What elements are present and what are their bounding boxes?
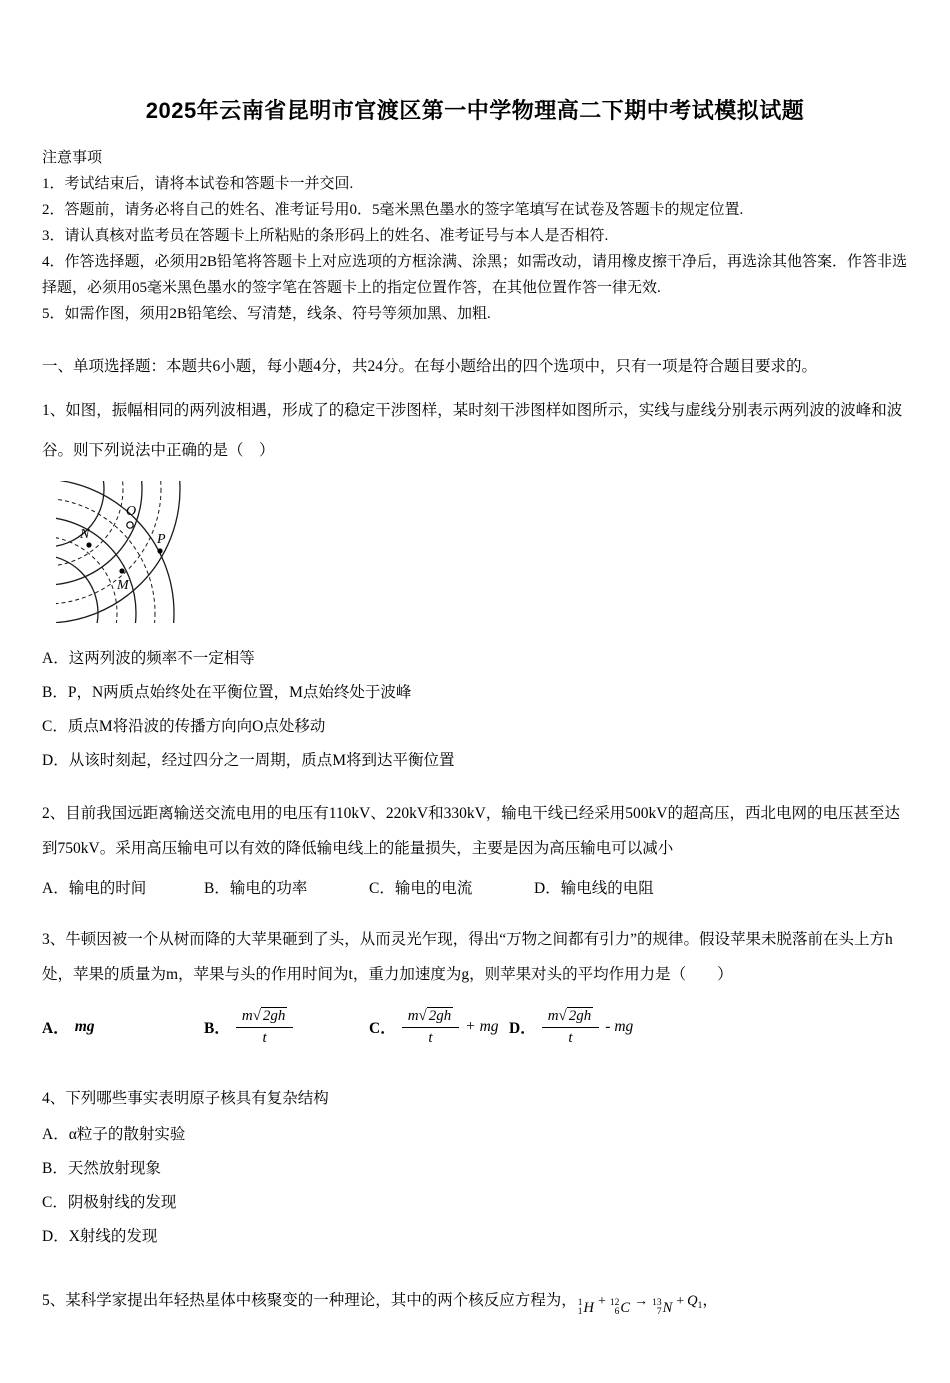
q3-options: [42, 1000, 908, 1054]
q1-options: [42, 642, 908, 778]
q-symbol: Q: [687, 1293, 698, 1309]
plus-operator: +: [598, 1294, 606, 1309]
q3-option-b-formula: [236, 1007, 294, 1047]
q1-option-b: B．P，N两质点始终处在平衡位置，M点始终处于波峰: [42, 684, 412, 701]
n-atomic-number: 7: [656, 1307, 662, 1317]
point-o-marker: [127, 522, 133, 528]
h-mass-number: 1: [577, 1298, 583, 1308]
denominator-t: t: [428, 1030, 433, 1046]
h-symbol: H: [583, 1300, 594, 1316]
q1-stem: 1、如图，振幅相同的两列波相遇，形成了的稳定干涉图样，某时刻干涉图样如图所示，实线与虚线分别表示两列波的波峰和波谷。则下列说法中正确的是（ ）: [42, 402, 903, 459]
c-symbol: C: [620, 1300, 631, 1316]
notice-section: [42, 145, 908, 327]
numerator-m: m: [407, 1008, 419, 1024]
page-title: 2025年云南省昆明市官渡区第一中学物理高二下期中考试模拟试题: [145, 98, 805, 123]
section-1-heading: 一、单项选择题：本题共6小题，每小题4分，共24分。在每小题给出的四个选项中，只有一项是符合题目要求的。: [42, 358, 818, 375]
wave-interference-diagram: [56, 481, 208, 623]
notice-heading: 注意事项: [42, 150, 103, 166]
point-p-marker: [157, 548, 162, 553]
nuclide-nitrogen: [652, 1293, 672, 1323]
radicand: 2gh: [568, 1008, 592, 1024]
q5-stem-text: 5、某科学家提出年轻热星体中核聚变的一种理论，其中的两个核反应方程为，: [42, 1292, 577, 1309]
figure-label-n: N: [80, 527, 90, 542]
figure-label-p: P: [157, 532, 166, 547]
point-m-marker: [119, 568, 124, 573]
q5-nuclear-equation: [577, 1293, 703, 1317]
q3-option-a: [42, 1016, 204, 1038]
q4-stem: 4、下列哪些事实表明原子核具有复杂结构: [42, 1090, 329, 1107]
denominator-t: t: [262, 1030, 267, 1046]
q2-stem: 2、目前我国远距离输送交流电用的电压有110kV、220kV和330kV，输电干线已经采用500kV的超高压，西北电网的电压甚至达到750kV。采用高压输电可以有效的降低输电线上的能量损失，主要是因为高压输电可以减小: [42, 805, 900, 857]
q3-option-c-label: C．: [369, 1020, 396, 1037]
numerator-m: m: [241, 1008, 253, 1024]
sqrt-sign: √: [418, 1008, 427, 1024]
q1-interference-figure: [56, 481, 908, 628]
q3-option-b-label: B．: [204, 1020, 230, 1037]
radicand: 2gh: [428, 1008, 452, 1024]
q3-option-a-label: A．: [42, 1020, 69, 1037]
n-mass-number: 13: [652, 1298, 662, 1308]
sqrt-sign: √: [558, 1008, 567, 1024]
q4-option-a: A．α粒子的散射实验: [42, 1126, 186, 1143]
point-n-marker: [86, 542, 91, 547]
q2-options: [42, 874, 908, 904]
figure-label-m: M: [117, 578, 129, 593]
q3-option-b: [204, 1007, 369, 1047]
q3-option-a-formula: mg: [74, 1018, 95, 1035]
q-subscript: 1: [697, 1301, 703, 1311]
q1-option-c: C．质点M将沿波的传播方向向O点处移动: [42, 718, 326, 735]
c-mass-number: 12: [609, 1298, 620, 1308]
q4-option-b: B．天然放射现象: [42, 1160, 161, 1177]
notice-item-5: 5．如需作图，须用2B铅笔绘、写清楚，线条、符号等须加黑、加粗.: [42, 306, 491, 322]
notice-item-2: 2．答题前，请务必将自己的姓名、准考证号用0．5毫米黑色墨水的签字笔填写在试卷及答题卡的规定位置.: [42, 202, 744, 218]
q2-option-a: A．输电的时间: [42, 880, 147, 897]
c-atomic-number: 6: [614, 1307, 620, 1317]
q1-option-a: A．这两列波的频率不一定相等: [42, 650, 255, 667]
notice-item-1: 1．考试结束后，请将本试卷和答题卡一并交回.: [42, 176, 354, 192]
q3-option-c: [369, 1007, 509, 1047]
q4-option-d: D．X射线的发现: [42, 1228, 158, 1245]
q4-option-c: C．阴极射线的发现: [42, 1194, 177, 1211]
plus-operator-2: +: [676, 1294, 685, 1309]
q3-option-c-suffix: + mg: [465, 1018, 499, 1035]
sqrt-sign: √: [252, 1008, 261, 1024]
nuclide-hydrogen: [578, 1293, 594, 1323]
nuclide-carbon: [610, 1293, 630, 1323]
q5-stem: [42, 1286, 908, 1323]
radicand: 2gh: [262, 1008, 286, 1024]
h-atomic-number: 1: [577, 1307, 583, 1317]
q3-stem: 3、牛顿因被一个从树而降的大苹果砸到了头，从而灵光乍现，得出“万物之间都有引力”的规律。假设苹果未脱落前在头上方h处，苹果的质量为m，苹果与头的作用时间为t，重力加速度为g，则苹果对头的平均作用力是（ ）: [42, 931, 893, 983]
denominator-t: t: [568, 1030, 573, 1046]
arrow-operator: →: [634, 1294, 649, 1309]
q3-option-d-suffix: - mg: [605, 1018, 634, 1035]
q1-option-d: D．从该时刻起，经过四分之一周期，质点M将到达平衡位置: [42, 752, 455, 769]
q4-options: [42, 1118, 908, 1254]
n-symbol: N: [662, 1300, 673, 1316]
q2-option-d: D．输电线的电阻: [534, 880, 654, 897]
notice-item-3: 3．请认真核对监考员在答题卡上所粘贴的条形码上的姓名、准考证号与本人是否相符.: [42, 228, 609, 244]
q3-option-d-label: D．: [509, 1020, 536, 1037]
q3-option-d-formula: [542, 1007, 600, 1047]
q3-option-c-formula: [402, 1007, 460, 1047]
q3-option-d: [509, 1007, 633, 1047]
numerator-m: m: [547, 1008, 559, 1024]
q2-option-b: B．输电的功率: [204, 880, 308, 897]
q2-option-c: C．输电的电流: [369, 880, 473, 897]
q5-tail-comma: ，: [702, 1292, 718, 1309]
notice-item-4: 4．作答选择题，必须用2B铅笔将答题卡上对应选项的方框涂满、涂黑；如需改动，请用橡皮擦干净后，再选涂其他答案．作答非选择题，必须用05毫米黑色墨水的签字笔在答题卡上的指定位置作答，在其他位置作答一律无效.: [42, 254, 908, 296]
figure-label-o: O: [126, 504, 137, 519]
